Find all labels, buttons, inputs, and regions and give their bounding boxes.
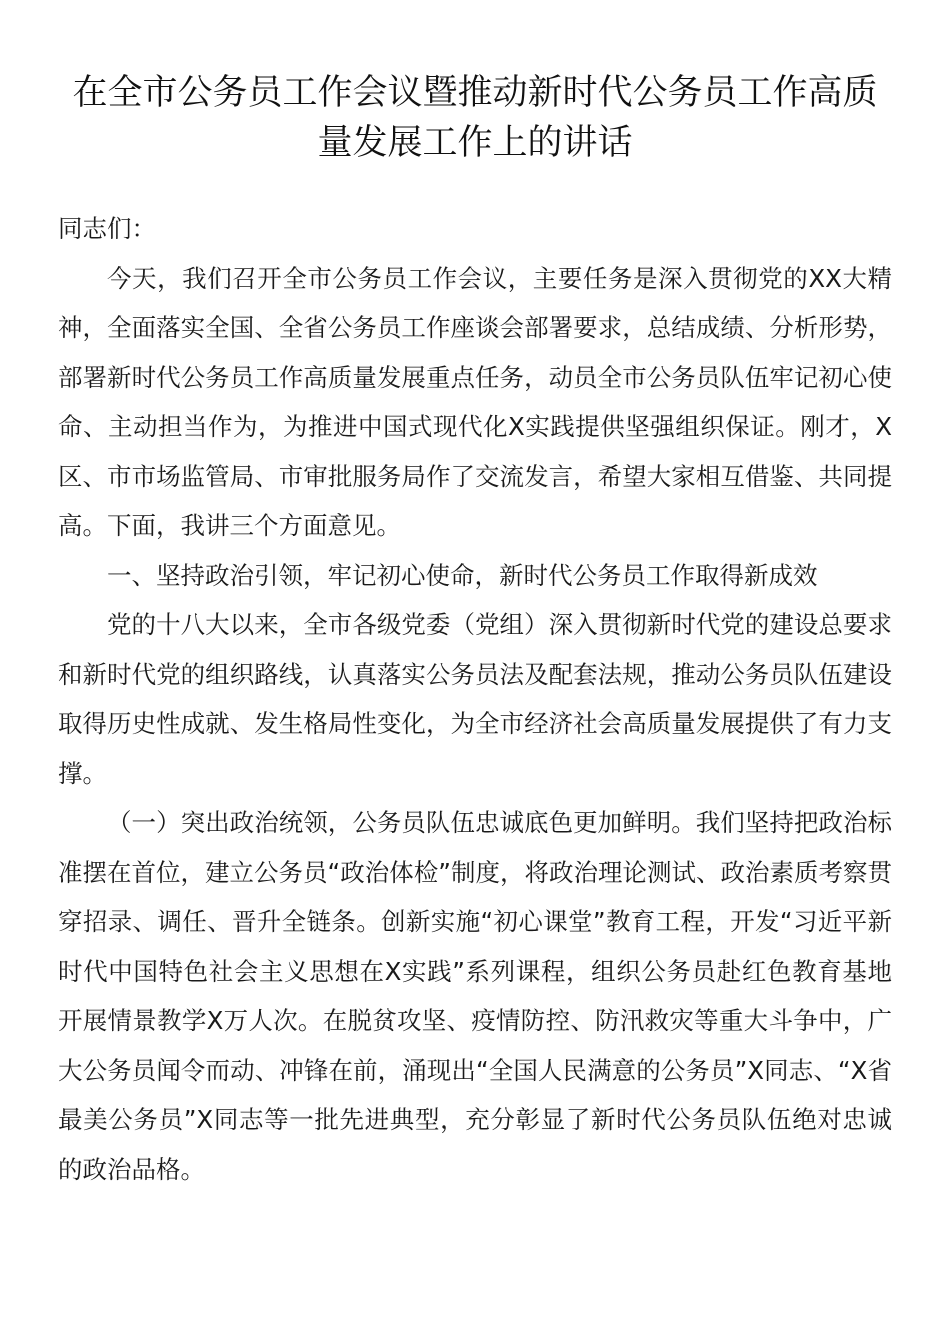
paragraph-intro: 今天，我们召开全市公务员工作会议，主要任务是深入贯彻党的XX大精神，全面落实全国、全省公务员工作座谈会部署要求，总结成绩、分析形势，部署新时代公务员工作高质量发展重点任务，动员全市公务员队伍牢记初心使命、主动担当作为，为推进中国式现代化X实践提供坚强组织保证。刚才，X区、市市场监管局、市审批服务局作了交流发言，希望大家相互借鉴、共同提高。下面，我讲三个方面意见。: [58, 263, 892, 540]
paragraph-section-1: 党的十八大以来，全市各级党委（党组）深入贯彻新时代党的建设总要求和新时代党的组织路线，认真落实公务员法及配套法规，推动公务员队伍建设取得历史性成就、发生格局性变化，为全市经济社会高质量发展提供了有力支撑。: [58, 610, 892, 788]
title-line-2: 量发展工作上的讲话: [317, 123, 633, 163]
section-heading-1: 一、坚持政治引领，牢记初心使命，新时代公务员工作取得新成效: [107, 560, 818, 590]
salutation: 同志们：: [58, 214, 156, 243]
paragraph-subsection-1: （一）突出政治统领，公务员队伍忠诚底色更加鲜明。我们坚持把政治标准摆在首位，建立公务员“政治体检”制度，将政治理论测试、政治素质考察贯穿招录、调任、晋升全链条。创新实施“初心课堂”教育工程，开发“习近平新时代中国特色社会主义思想在X实践”系列课程，组织公务员赴红色教育基地开展情景教学X万人次。在脱贫攻坚、疫情防控、防汛救灾等重大斗争中，广大公务员闻令而动、冲锋在前，涌现出“全国人民满意的公务员”X同志、“X省最美公务员”X同志等一批先进典型，充分彰显了新时代公务员队伍绝对忠诚的政治品格。: [58, 808, 892, 1184]
title-line-1: 在全市公务员工作会议暨推动新时代公务员工作高质: [72, 73, 878, 113]
document-title: [58, 68, 892, 168]
document-body: [58, 204, 892, 1194]
